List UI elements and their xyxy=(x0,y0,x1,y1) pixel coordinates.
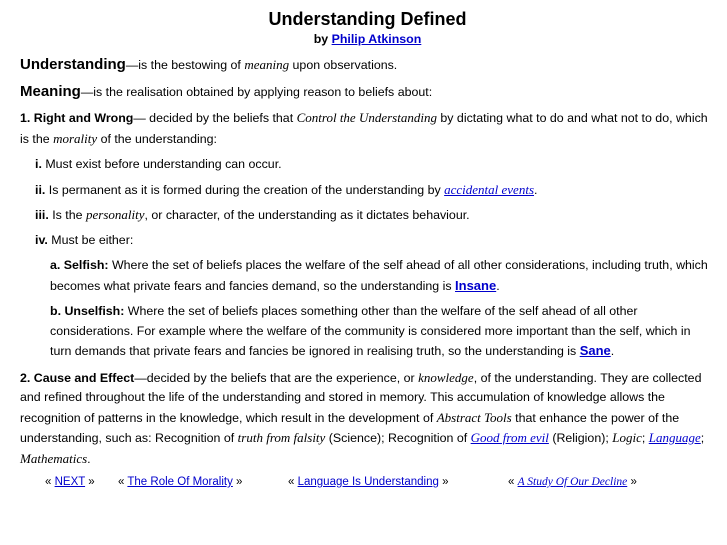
byline xyxy=(20,31,715,48)
section-cause-and-effect xyxy=(20,368,715,470)
page-title: Understanding Defined xyxy=(268,9,467,29)
language-link[interactable]: Language xyxy=(648,430,701,445)
nav-quote: » xyxy=(85,476,95,488)
list-item xyxy=(35,155,715,175)
list-item xyxy=(50,256,715,296)
nav-decline xyxy=(508,474,637,491)
nav-quote: « xyxy=(118,476,128,488)
term-understanding: Understanding xyxy=(20,56,126,73)
nav-quote: « xyxy=(45,476,55,488)
emphasis-knowledge: knowledge xyxy=(418,369,474,385)
section-text: that enhance the power of the understanding, such as: Recognition of xyxy=(20,410,680,445)
item-tail: , or character, of the understanding as it dictates behaviour. xyxy=(144,208,470,222)
page-navigation xyxy=(20,474,715,492)
emphasis-personality: personality xyxy=(85,207,145,222)
sane-link[interactable]: Sane xyxy=(579,343,611,358)
section-heading: 1. Right and Wrong xyxy=(20,111,134,125)
definition-text: —is the bestowing of xyxy=(125,58,245,72)
section-text: by dictating what to do and what not to do, which is the xyxy=(20,111,708,146)
emphasis-truth: truth from falsity xyxy=(237,430,326,445)
nav-quote: « xyxy=(508,476,518,488)
definition-text: —is the realisation obtained by applying reason to beliefs about: xyxy=(80,85,433,99)
item-text: Must exist before understanding can occur. xyxy=(41,157,282,171)
definition-understanding xyxy=(20,54,715,76)
nav-language xyxy=(288,474,449,491)
item-text: Is the xyxy=(48,208,86,222)
section-text: , of the understanding. They are collected and refined throughout the life of the understanding and stored in memory. This accumulation of knowledge allows the recognition of patterns in the knowledge, which result in the development of xyxy=(20,370,702,425)
item-label: iii. xyxy=(35,208,49,222)
separator: ; xyxy=(641,431,649,445)
nav-quote: » xyxy=(232,476,243,488)
nav-quote: » xyxy=(438,476,449,488)
good-from-evil-link[interactable]: Good from evil xyxy=(470,430,549,445)
section-right-and-wrong xyxy=(20,108,715,149)
list-item xyxy=(35,205,715,226)
item-tail: . xyxy=(610,344,615,358)
section-text: —decided by the beliefs that are the experience, or xyxy=(134,370,419,385)
nav-next xyxy=(45,474,95,491)
nav-quote: « xyxy=(288,476,298,488)
section-text: of the understanding: xyxy=(97,131,217,146)
emphasis-abstract-tools: Abstract Tools xyxy=(436,409,512,425)
item-label: b. Unselfish: xyxy=(50,304,125,318)
accidental-events-link[interactable]: accidental events xyxy=(444,181,535,197)
list-item xyxy=(35,231,715,251)
author-link[interactable]: Philip Atkinson xyxy=(331,32,422,46)
emphasis-control: Control the Understanding xyxy=(296,110,437,125)
emphasis-meaning: meaning xyxy=(244,57,290,72)
section-text: (Religion); xyxy=(548,431,613,445)
nav-morality xyxy=(118,474,242,491)
item-tail: . xyxy=(534,182,538,197)
definition-tail: upon observations. xyxy=(289,58,398,72)
item-label: ii. xyxy=(35,182,46,197)
next-link[interactable]: NEXT xyxy=(54,476,86,488)
nav-quote: » xyxy=(627,476,637,488)
item-label: a. Selfish: xyxy=(50,258,109,272)
list-item xyxy=(35,180,715,201)
section-heading: 2. Cause and Effect xyxy=(20,370,135,385)
item-text: Where the set of beliefs places something other than the welfare of the self ahead of all other considerations. For example where the welfare of the community is considered more important than the self, which in turn demands that private fears and fancies be ignored in realising truth, so the understanding is xyxy=(50,304,691,358)
separator: ; xyxy=(700,431,705,445)
emphasis-mathematics: Mathematics xyxy=(20,450,88,466)
section-tail: . xyxy=(87,451,91,466)
item-label: i. xyxy=(35,157,42,171)
roman-list xyxy=(35,155,715,362)
item-text: Is permanent as it is formed during the creation of the understanding by xyxy=(45,182,445,197)
definition-meaning xyxy=(20,81,715,103)
emphasis-logic: Logic xyxy=(612,430,642,445)
item-tail: . xyxy=(496,278,500,293)
list-item xyxy=(50,302,715,362)
study-of-our-decline-link[interactable]: A Study Of Our Decline xyxy=(517,476,628,488)
term-meaning: Meaning xyxy=(20,83,81,100)
language-is-understanding-link[interactable]: Language Is Understanding xyxy=(297,476,439,488)
section-text: — decided by the beliefs that xyxy=(133,111,297,125)
item-label: iv. xyxy=(35,232,48,247)
item-text: Where the set of beliefs places the welfare of the self ahead of all other considerations, including truth, which becomes what private fears and fancies demand, so the understanding is xyxy=(50,258,708,293)
byline-prefix: by xyxy=(313,32,332,46)
insane-link[interactable]: Insane xyxy=(455,277,497,293)
role-of-morality-link[interactable]: The Role Of Morality xyxy=(127,476,233,488)
section-text: (Science); Recognition of xyxy=(325,431,471,445)
emphasis-morality: morality xyxy=(53,130,98,146)
alpha-list xyxy=(50,256,715,362)
item-text: Must be either: xyxy=(47,232,134,247)
